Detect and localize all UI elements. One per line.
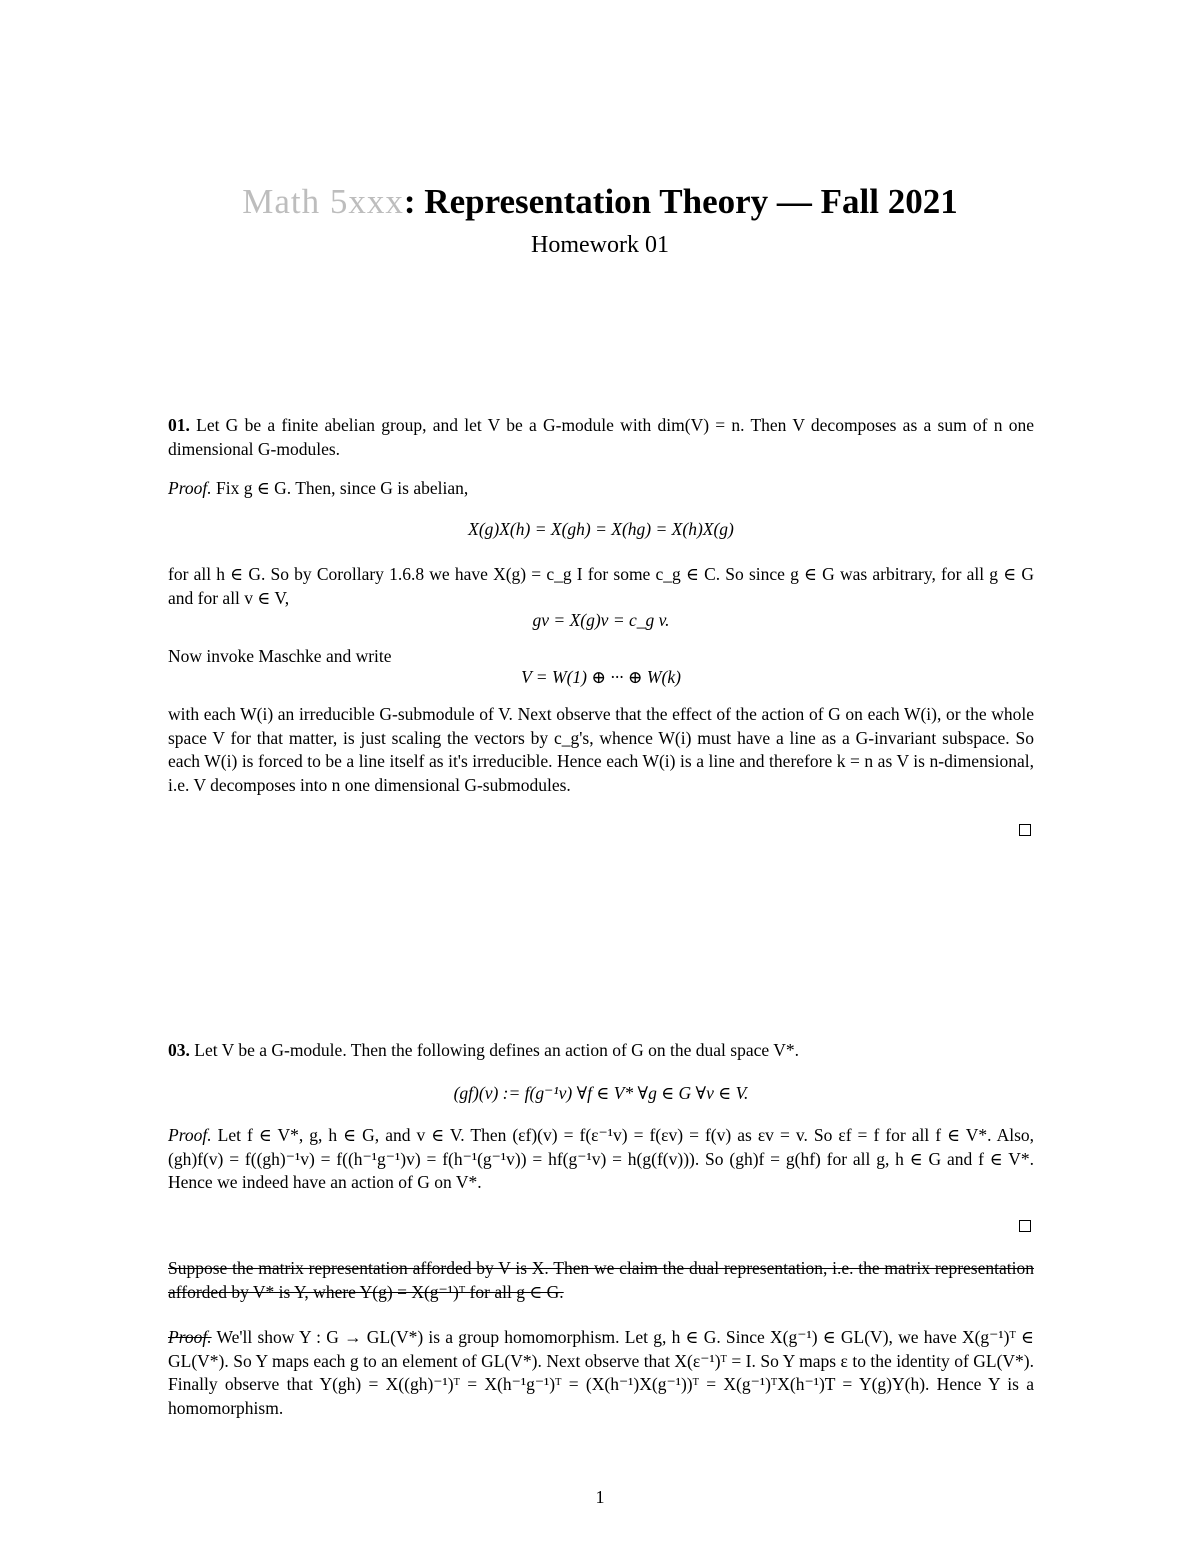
problem-3-statement (168, 1039, 1034, 1063)
qed-box (1019, 1220, 1031, 1232)
problem-1-proof-start (168, 477, 1034, 501)
struck-claim: Suppose the matrix representation afforded by V is X. Then we claim the dual representation, i.e. the matrix representation afforded by V* is Y, where Y(g) = X(g⁻¹)ᵀ for all g ∈ G. (168, 1258, 1034, 1302)
proof-line: Fix g ∈ G. Then, since G is abelian, (215, 478, 469, 498)
problem-1-line-4: with each W(i) an irreducible G-submodule of V. Next observe that the effect of the action of G on each W(i), or the whole space V for that matter, is just scaling the vectors by c_g's, whence W(i) must have a line as a G-invariant subspace. So each W(i) is forced to be a line itself as it's irreducible. Hence each W(i) is a line and therefore k = n as V is n-dimensional, i.e. V decomposes into n one dimensional G-submodules. (168, 704, 1034, 795)
proof-2-text: We'll show Y : G → GL(V*) is a group homomorphism. Let g, h ∈ G. Since X(g⁻¹) ∈ GL(V), we have X(g⁻¹)ᵀ ∈ GL(V*). So Y maps each g to an element of GL(V*). Next observe that X(ε⁻¹)ᵀ = I. So Y maps ε to the identity of GL(V*). Finally observe that Y(gh) = X((gh)⁻¹)ᵀ = X(h⁻¹g⁻¹)ᵀ = (X(h⁻¹)X(g⁻¹))ᵀ = X(g⁻¹)ᵀX(h⁻¹)T = Y(g)Y(h). Hence Y is a homomorphism. (168, 1327, 1034, 1418)
problem-3-number: 03. (168, 1040, 190, 1060)
problem-1-text: Let G be a finite abelian group, and let V be a G-module with dim(V) = n. Then V decomposes as a sum of n one dimensional G-modules. (168, 415, 1035, 459)
struck-proof-label: Proof. (168, 1327, 212, 1347)
proof-label: Proof. (168, 1125, 212, 1145)
proof-text: Let f ∈ V*, g, h ∈ G, and v ∈ V. Then (εf)(v) = f(ε⁻¹v) = f(εv) = f(v) as εv = v. So εf = f for all f ∈ V*. Also, (gh)f(v) = f((gh)⁻¹v) = f((h⁻¹g⁻¹)v) = f(h⁻¹(g⁻¹v)) = hf(g⁻¹v) = h(g(f(v))). So (gh)f = g(hf) for all g, h ∈ G and f ∈ V*. Hence we indeed have an action of G on V*. (168, 1125, 1035, 1192)
proof-label: Proof. (168, 478, 212, 498)
problem-1-number: 01. (168, 415, 190, 435)
equation-dual-action: (gf)(v) := f(g⁻¹v) ∀f ∈ V* ∀g ∈ G ∀v ∈ V. (453, 1083, 749, 1103)
qed-box (1019, 824, 1031, 836)
page-subtitle: Homework 01 (531, 232, 669, 258)
redacted-course-code: Math 5xxx (242, 182, 404, 221)
page-number: 1 (595, 1487, 605, 1507)
problem-1-line-3: Now invoke Maschke and write (168, 646, 392, 666)
problem-1-statement (168, 414, 1034, 461)
page-title (0, 182, 1200, 222)
title-text: : Representation Theory — Fall 2021 (403, 182, 958, 221)
equation-commute: X(g)X(h) = X(gh) = X(hg) = X(h)X(g) (468, 519, 734, 539)
equation-decomposition: V = W(1) ⊕ ··· ⊕ W(k) (521, 667, 681, 687)
problem-3-text: Let V be a G-module. Then the following defines an action of G on the dual space V*. (194, 1040, 799, 1060)
problem-1-line-2: for all h ∈ G. So by Corollary 1.6.8 we have X(g) = c_g I for some c_g ∈ C. So since g ∈ G was arbitrary, for all g ∈ G and for all v ∈ V, (168, 564, 1034, 608)
problem-3-proof (168, 1124, 1034, 1195)
problem-3-proof-2 (168, 1326, 1034, 1420)
equation-scaling: gv = X(g)v = c_g v. (532, 610, 670, 630)
